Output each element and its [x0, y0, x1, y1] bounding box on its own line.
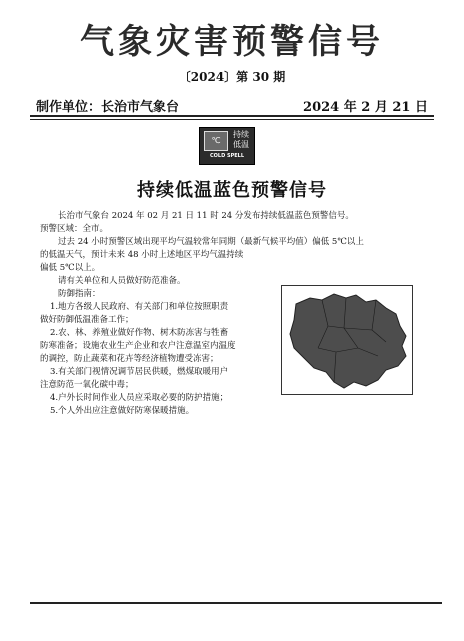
icon-label-line1: 持续: [233, 130, 249, 139]
header-rule-thick: [30, 115, 434, 117]
guide-item: 3.有关部门视情况调节居民供暖，燃煤取暖用户: [50, 367, 229, 377]
icon-label-cn: [229, 130, 253, 150]
signal-title: 持续低温蓝色预警信号: [137, 180, 327, 201]
body-line: 的低温天气，预计未来 48 小时上述地区平均气温持续: [40, 250, 244, 260]
guide-item: 4.户外长时间作业人员应采取必要的防护措施；: [50, 393, 229, 403]
body-line: 长治市气象台 2024 年 02 月 21 日 11 时 24 分发布持续低温蓝色预警信号。: [58, 211, 354, 221]
body-line: 请有关单位和人员做好防范准备。: [58, 276, 186, 286]
guide-item: 5.个人外出应注意做好防寒保暖措施。: [50, 406, 195, 416]
changzhi-region-map: [282, 286, 412, 394]
body-line: 过去 24 小时预警区域出现平均气温较常年同期（最新气候平均值）偏低 5℃以上: [58, 237, 364, 247]
footer-rule: [30, 602, 442, 604]
cold-spell-warning-icon: [199, 127, 255, 165]
issue-date: 2024 年 2 月 21 日: [303, 100, 428, 115]
document-title: 气象灾害预警信号: [80, 22, 384, 62]
body-line: 偏低 5℃以上。: [40, 263, 101, 273]
map-region-shape: [290, 294, 406, 388]
header-rule-thin: [30, 119, 434, 120]
issuer: 制作单位：长治市气象台: [36, 100, 180, 115]
icon-label-en: COLD SPELL: [209, 153, 245, 159]
guide-item: 注意防范一氧化碳中毒；: [40, 380, 134, 390]
guide-item: 1.地方各级人民政府、有关部门和单位按照职责: [50, 302, 229, 312]
guide-item: 防寒准备；设施农业生产企业和农户注意温室内温度: [40, 341, 236, 351]
guide-item: 的调控，防止蔬菜和花卉等经济植物遭受冻害；: [40, 354, 219, 364]
guide-item: 做好防御低温准备工作；: [40, 315, 134, 325]
body-line: 预警区域：全市。: [40, 224, 109, 234]
issue-number: 〔2024〕第 30 期: [178, 70, 286, 84]
thermometer-icon: ℃: [204, 131, 228, 151]
warning-area-map: [281, 285, 413, 395]
icon-label-line2: 低温: [233, 140, 249, 149]
guide-heading: 防御指南：: [58, 289, 101, 299]
guide-item: 2.农、林、养殖业做好作物、树木防冻害与牲畜: [50, 328, 229, 338]
